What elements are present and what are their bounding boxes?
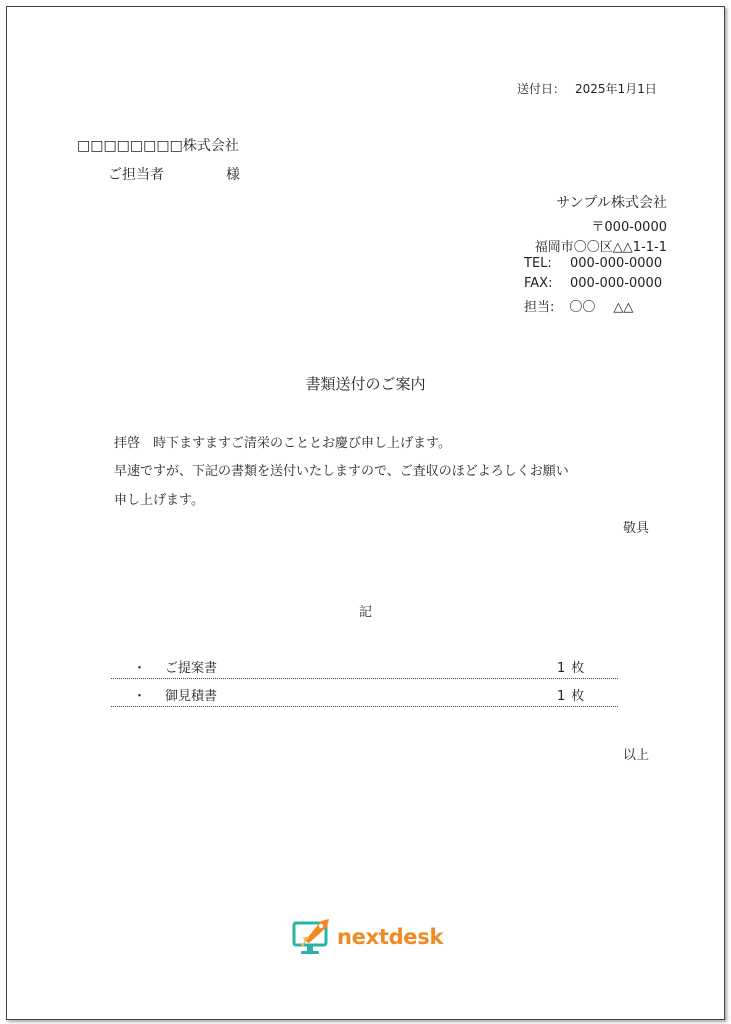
qty-unit: 枚 — [571, 689, 585, 704]
send-date — [517, 80, 657, 97]
logo-text: nextdesk — [337, 925, 444, 949]
bullet: ・ — [133, 689, 147, 704]
item-list — [111, 651, 618, 707]
nextdesk-logo — [291, 915, 444, 961]
bullet: ・ — [133, 661, 147, 676]
fax-value: 000-000-0000 — [570, 276, 663, 291]
qty-unit: 枚 — [571, 661, 585, 676]
item-name: 御見積書 — [165, 689, 218, 704]
body-line-1: 早速ですが、下記の書類を送付いたしますので、ご査収のほどよろしくお願い — [114, 464, 569, 479]
send-date-value: 2025年1月1日 — [575, 82, 657, 96]
sender-address: 福岡市〇〇区△△1-1-1 — [534, 240, 667, 255]
fax-label: FAX: — [524, 276, 553, 291]
monitor-rocket-icon — [291, 917, 335, 959]
document-page — [6, 6, 725, 1020]
sender-postal: 〒000-0000 — [591, 220, 667, 235]
recipient-person — [108, 164, 240, 184]
ki-heading: 記 — [358, 605, 372, 620]
qty-value: 1 — [557, 689, 566, 704]
sender-person — [524, 296, 633, 315]
sender-person-value-1: 〇〇 — [569, 300, 596, 315]
closing-keigu: 敬具 — [622, 521, 649, 536]
document-title: 書類送付のご案内 — [305, 375, 426, 393]
sender-person-label: 担当: — [524, 300, 555, 315]
item-name: ご提案書 — [165, 661, 218, 676]
item-quantity — [557, 657, 584, 676]
recipient-company: □□□□□□□□株式会社 — [77, 138, 239, 154]
list-item — [111, 679, 618, 707]
sender-fax — [524, 276, 662, 291]
recipient-person-label: ご担当者 — [108, 167, 164, 183]
qty-value: 1 — [557, 661, 566, 676]
ijo-end-mark: 以上 — [622, 748, 649, 763]
greeting-line: 拝啓 時下ますますご清栄のこととお慶び申し上げます。 — [114, 436, 451, 451]
sender-tel — [524, 256, 662, 271]
tel-value: 000-000-0000 — [570, 256, 663, 271]
sender-person-value-2: △△ — [613, 300, 634, 315]
item-quantity — [557, 685, 584, 704]
recipient-honorific: 様 — [226, 167, 240, 183]
send-date-label: 送付日： — [517, 82, 566, 96]
sender-company: サンプル株式会社 — [556, 195, 667, 211]
body-line-2: 申し上げます。 — [114, 493, 204, 508]
tel-label: TEL: — [524, 256, 552, 271]
list-item — [111, 651, 618, 679]
